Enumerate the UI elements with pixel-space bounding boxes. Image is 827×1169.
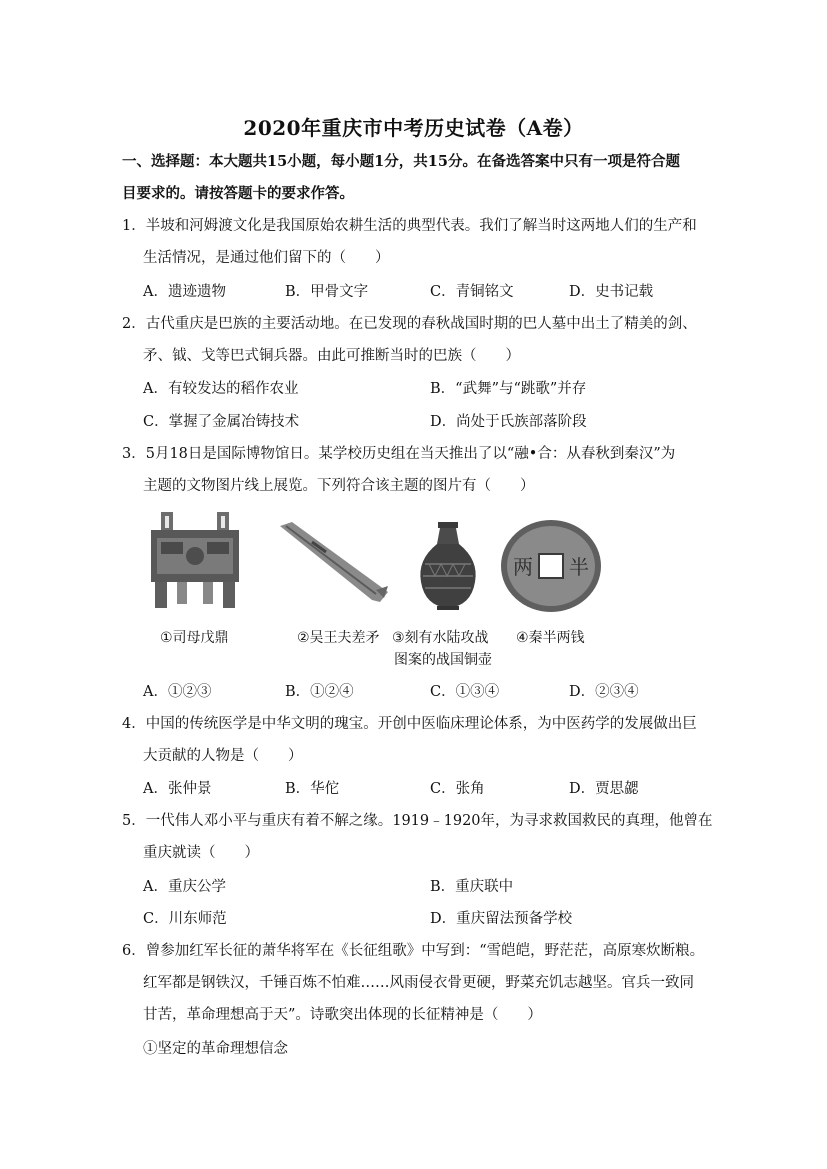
question-5-stem-cont: 重庆就读（ ）	[143, 845, 259, 861]
q3-option-d: D．②③④	[569, 684, 639, 700]
caption-4: ④秦半两钱	[516, 630, 585, 646]
question-6-stem: 6．曾参加红军长征的萧华将军在《长征组歌》中写到：“雪皑皑，野茫茫，高原寒炊断粮。	[122, 943, 705, 959]
q4-option-a: A．张仲景	[143, 781, 212, 797]
q1-option-a: A．遗迹遗物	[143, 284, 226, 300]
q1-option-c: C．青铜铭文	[430, 284, 514, 300]
q3-option-c: C．①③④	[430, 684, 500, 700]
q3-option-a: A．①②③	[143, 684, 212, 700]
q2-option-d: D．尚处于氏族部落阶段	[430, 414, 587, 430]
q1-option-b: B．甲骨文字	[285, 284, 369, 300]
ding-cauldron-image	[147, 508, 243, 610]
q2-option-b: B．“武舞”与“跳歌”并存	[430, 381, 587, 397]
spear-image	[276, 520, 392, 604]
section-instructions-line-2: 目要求的。请按答题卡的要求作答。	[122, 185, 354, 202]
q3-option-b: B．①②④	[285, 684, 354, 700]
q1-option-d: D．史书记载	[569, 284, 654, 300]
question-3-stem-cont: 主题的文物图片线上展览。下列符合该主题的图片有（ ）	[143, 478, 535, 494]
caption-3-line-2: 图案的战国铜壶	[394, 652, 492, 668]
q4-option-c: C．张角	[430, 781, 485, 797]
q4-option-d: D．贾思勰	[569, 781, 639, 797]
question-6-stem-cont-2: 甘苦，革命理想高于天”。诗歌突出体现的长征精神是（ ）	[143, 1007, 542, 1023]
caption-2: ②吴王夫差矛	[297, 630, 380, 646]
q5-option-d: D．重庆留法预备学校	[430, 911, 573, 927]
question-6-item-1: ①坚定的革命理想信念	[143, 1041, 288, 1057]
page-title: 2020年重庆市中考历史试卷（A卷）	[243, 116, 584, 140]
q5-option-b: B．重庆联中	[430, 879, 514, 895]
caption-3-line-1: ③刻有水陆攻战	[392, 630, 489, 646]
section-instructions-line-1: 一、选择题：本大题共15小题，每小题1分，共15分。在备选答案中只有一项是符合题	[122, 153, 680, 170]
coin-char-ban: 半	[569, 555, 589, 579]
question-4-stem: 4．中国的传统医学是中华文明的瑰宝。开创中医临床理论体系，为中医药学的发展做出巨	[122, 716, 697, 732]
q2-option-a: A．有较发达的稻作农业	[143, 381, 299, 397]
q4-option-b: B．华佗	[285, 781, 340, 797]
caption-1: ①司母戊鼎	[160, 630, 229, 646]
q5-option-a: A．重庆公学	[143, 879, 226, 895]
question-2-stem-cont: 矛、钺、戈等巴式铜兵器。由此可推断当时的巴族（ ）	[143, 348, 520, 364]
question-6-stem-cont-1: 红军都是钢铁汉，千锤百炼不怕难……风雨侵衣骨更硬，野菜充饥志越坚。官兵一致同	[143, 975, 694, 991]
coin-char-liang: 两	[513, 555, 533, 579]
question-4-stem-cont: 大贡献的人物是（ ）	[143, 748, 303, 764]
banliang-coin-image	[499, 518, 603, 614]
q5-option-c: C．川东师范	[143, 911, 227, 927]
question-3-stem: 3．5月18日是国际博物馆日。某学校历史组在当天推出了以“融•合：从春秋到秦汉”为	[122, 446, 676, 462]
question-1-stem: 1．半坡和河姆渡文化是我国原始农耕生活的典型代表。我们了解当时这两地人们的生产和	[122, 218, 697, 234]
q2-option-c: C．掌握了金属冶铸技术	[143, 414, 300, 430]
question-2-stem: 2．古代重庆是巴族的主要活动地。在已发现的春秋战国时期的巴人墓中出土了精美的剑、	[122, 316, 697, 332]
question-5-stem: 5．一代伟人邓小平与重庆有着不解之缘。1919﹣1920年，为寻求救国救民的真理，他曾在	[122, 813, 713, 829]
bronze-pot-image	[415, 520, 481, 612]
question-1-stem-cont: 生活情况，是通过他们留下的（ ）	[143, 250, 390, 266]
